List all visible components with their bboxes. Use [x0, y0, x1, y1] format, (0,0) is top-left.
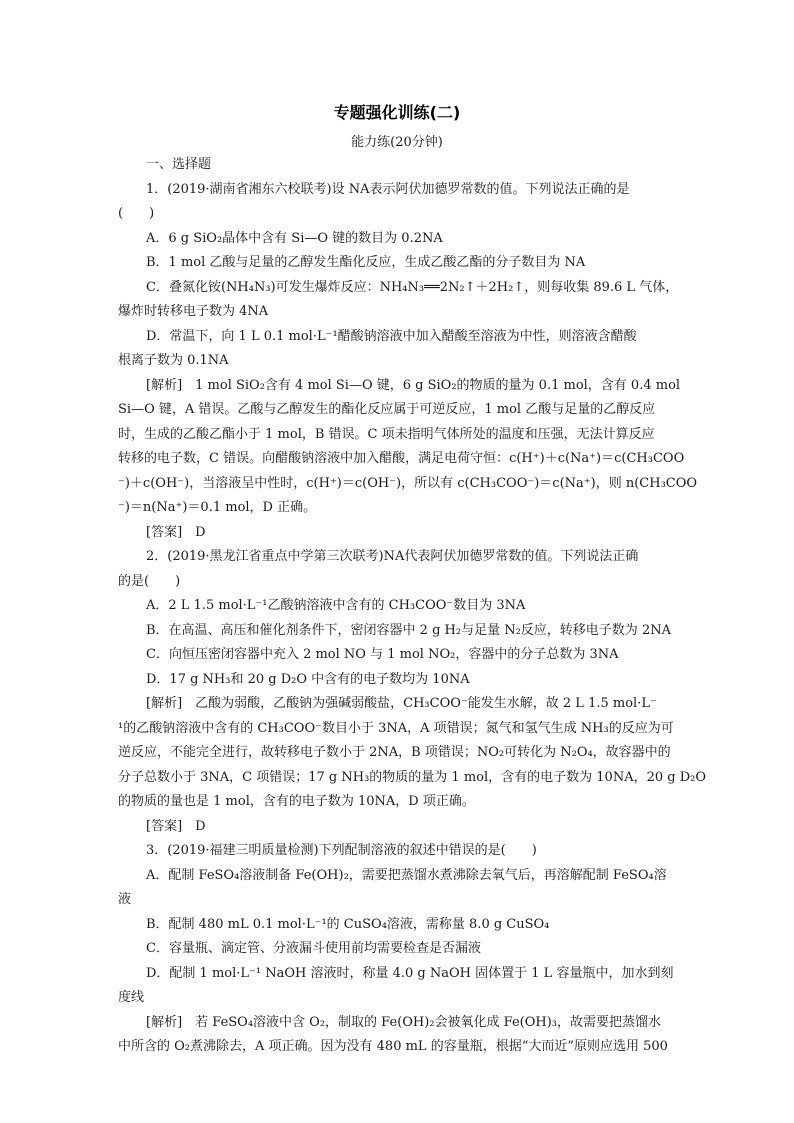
text-line: 度线 — [118, 990, 145, 1005]
text-line: 爆炸时转移电子数为 4NA — [118, 304, 269, 319]
page-title: 专题强化训练(二) — [333, 103, 461, 122]
text-line: ⁻)＝n(Na⁺)＝0.1 mol，D 正确。 — [118, 500, 317, 515]
text-line: B．配制 480 mL 0.1 mol·L⁻¹的 CuSO₄溶液，需称量 8.0 g CuSO₄ — [146, 916, 550, 932]
text-line: 2．(2019·黑龙江省重点中学第三次联考)NA代表阿伏加德罗常数的值。下列说法正确 — [146, 549, 639, 564]
text-line: 时，生成的乙酸乙酯小于 1 mol，B 错误。C 项未指明气体所处的温度和压强，无法计算反应 — [118, 426, 655, 442]
text-line: B．在高温、高压和催化剂条件下，密闭容器中 2 g H₂与足量 N₂反应，转移电子数为 2NA — [146, 622, 671, 638]
text-line: 的是( ) — [118, 573, 181, 589]
text-line: 分子总数小于 3NA，C 项错误；17 g NH₃的物质的量为 1 mol，含有的电子数为 10NA，20 g D₂O — [118, 769, 707, 785]
text-line: [解析] 乙酸为弱酸，乙酸钠为强碱弱酸盐，CH₃COO⁻能发生水解，故 2 L 1.5 mol·L⁻ — [146, 696, 657, 711]
text-line: B．1 mol 乙酸与足量的乙醇发生酯化反应，生成乙酸乙酯的分子数目为 NA — [146, 255, 586, 270]
page-subtitle: 能力练(20分钟) — [351, 135, 443, 150]
text-line: ¹的乙酸钠溶液中含有的 CH₃COO⁻数目小于 3NA，A 项错误；氮气和氢气生成 NH₃的反应为可 — [118, 720, 674, 736]
text-line: 根离子数为 0.1NA — [118, 353, 229, 368]
text-line: C．叠氮化铵(NH₄N₃)可发生爆炸反应：NH₄N₃══2N₂↑＋2H₂↑，则每收集 89.6 L 气体， — [146, 279, 679, 295]
text-line: A．6 g SiO₂晶体中含有 Si—O 键的数目为 0.2NA — [146, 230, 443, 246]
text-line: ⁻)＋c(OH⁻)，当溶液呈中性时，c(H⁺)＝c(OH⁻)，所以有 c(CH₃COO⁻)＝c(Na⁺)，则 n(CH₃COO — [118, 475, 698, 491]
text-line: [解析] 1 mol SiO₂含有 4 mol Si—O 键，6 g SiO₂的物质的量为 0.1 mol，含有 0.4 mol — [146, 377, 681, 393]
text-line: 一、选择题 — [146, 157, 212, 172]
text-line: 转移的电子数，C 错误。向醋酸钠溶液中加入醋酸，满足电荷守恒：c(H⁺)＋c(Na⁺)＝c(CH₃COO — [118, 451, 685, 466]
text-line: A．配制 FeSO₄溶液制备 Fe(OH)₂，需要把蒸馏水煮沸除去氧气后，再溶解配制 FeSO₄溶 — [146, 867, 667, 883]
text-line: D．17 g NH₃和 20 g D₂O 中含有的电子数均为 10NA — [146, 671, 470, 687]
text-line: 的物质的量也是 1 mol，含有的电子数为 10NA，D 项正确。 — [118, 794, 475, 809]
text-line: C．容量瓶、滴定管、分液漏斗使用前均需要检查是否漏液 — [146, 941, 481, 956]
text-line: 1．(2019·湖南省湘东六校联考)设 NA表示阿伏加德罗常数的值。下列说法正确的是 — [146, 181, 630, 197]
text-line: A．2 L 1.5 mol·L⁻¹乙酸钠溶液中含有的 CH₃COO⁻数目为 3NA — [146, 598, 526, 613]
text-line: [解析] 若 FeSO₄溶液中含 O₂，制取的 Fe(OH)₂会被氧化成 Fe(OH)₃，故需要把蒸馏水 — [146, 1014, 662, 1030]
text-line: 中所含的 O₂煮沸除去，A 项正确。因为没有 480 mL 的容量瓶，根据“大而近”原则应选用 500 — [118, 1039, 668, 1054]
text-line: 3．(2019·福建三明质量检测)下列配制溶液的叙述中错误的是( ) — [146, 843, 537, 858]
text-line: 液 — [118, 892, 132, 907]
text-line: D．配制 1 mol·L⁻¹ NaOH 溶液时，称量 4.0 g NaOH 固体置于 1 L 容量瓶中，加水到刻 — [146, 965, 674, 981]
text-line: Si—O 键，A 错误。乙酸与乙醇发生的酯化反应属于可逆反应，1 mol 乙酸与足量的乙醇反应 — [118, 402, 656, 417]
text-line: [答案] D — [146, 524, 206, 540]
text-line: [答案] D — [146, 818, 206, 834]
text-line: D．常温下，向 1 L 0.1 mol·L⁻¹醋酸钠溶液中加入醋酸至溶液为中性，则溶液含醋酸 — [146, 328, 637, 344]
text-line: C．向恒压密闭容器中充入 2 mol NO 与 1 mol NO₂，容器中的分子总数为 3NA — [146, 647, 619, 662]
text-line: ( ) — [118, 206, 155, 221]
text-line: 逆反应，不能完全进行，故转移电子数小于 2NA，B 项错误；NO₂可转化为 N₂O₄，故容器中的 — [118, 745, 671, 760]
